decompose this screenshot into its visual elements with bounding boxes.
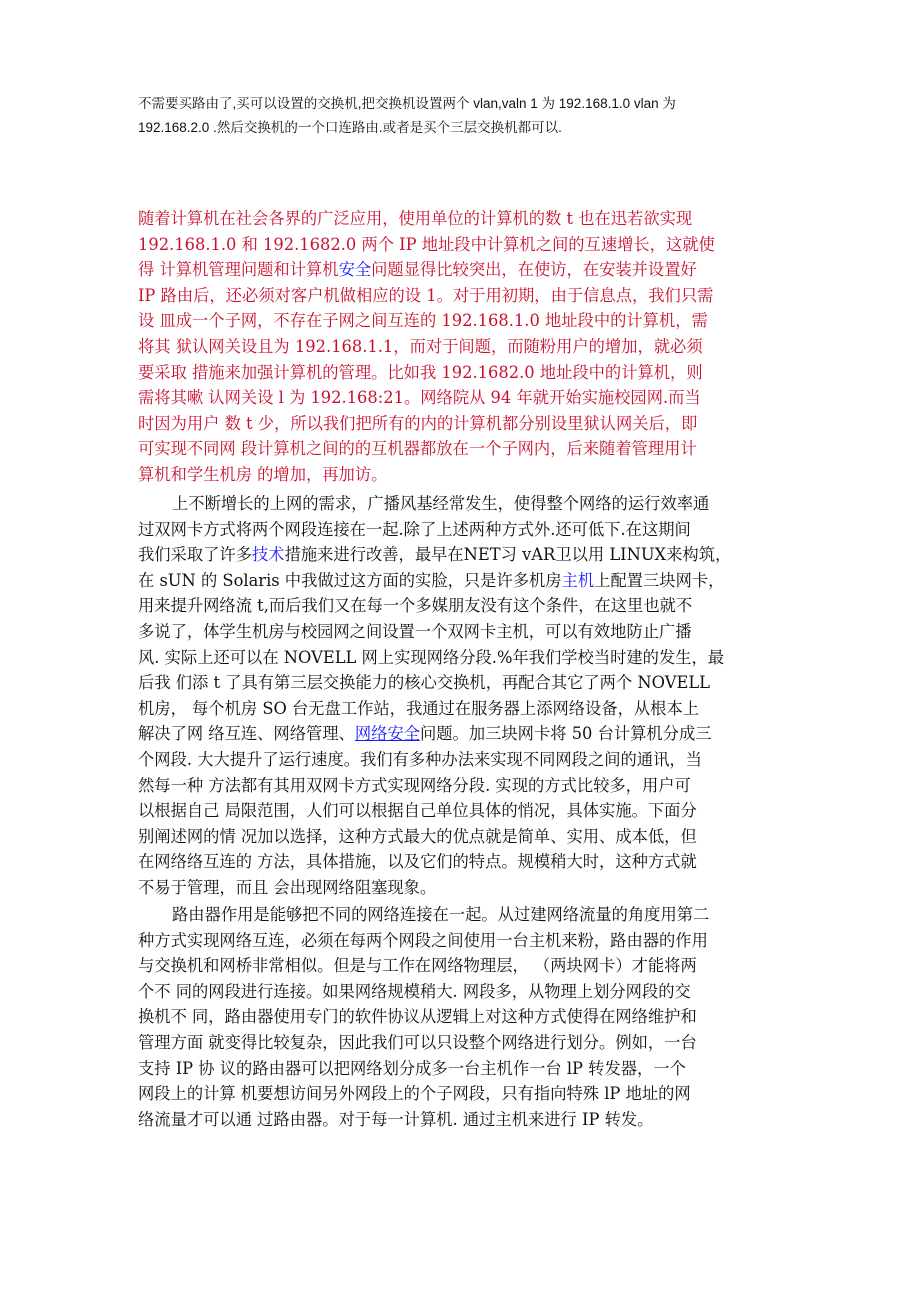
paragraph-line: 个网段. 大大提升了运行速度。我们有多种办法来实现不同网段之间的通讯，当 xyxy=(138,749,702,769)
paragraph-3 xyxy=(138,902,798,1132)
paragraph-line: 时因为用户 数 t 少，所以我们把所有的内的计算机都分别设里狱认网关后，即 xyxy=(138,413,698,433)
paragraph-line xyxy=(138,721,798,747)
paragraph-line: 管理方面 就变得比较复杂，因此我们可以只设整个网络进行划分。例如，一台 xyxy=(138,1032,697,1052)
paragraph-line: 然每一种 方法都有其用双网卡方式实现网络分段. 实现的方式比较多，用户可 xyxy=(138,775,691,795)
text-run: 得 计算机管理问题和计算机 xyxy=(138,260,339,280)
intro-line: 不需要买路由了,买可以设置的交换机,把交换机设置两个 vlan,valn 1 为 192.168.1.0 vlan 为 xyxy=(138,96,676,111)
paragraph-line: 不易于管理，而且 会出现网络阻塞现象。 xyxy=(138,877,437,897)
paragraph-line: 别阐述网的情 况加以选择，这种方式最大的优点就是简单、实用、成本低，但 xyxy=(138,826,697,846)
paragraph-line: 要采取 措施来加强计算机的管理。比如我 192.1682.0 地址段中的计算机，则 xyxy=(138,362,703,382)
keyword-safety: 安全 xyxy=(338,260,372,280)
text-run: 解决了网 络互连、网络管理、 xyxy=(138,724,355,744)
paragraph-line: 在网络络互连的 方法，具体措施，以及它们的特点。规模稍大时，这种方式就 xyxy=(138,852,697,872)
paragraph-line xyxy=(138,568,798,594)
keyword-technology: 技术 xyxy=(251,545,285,565)
paragraph-line: 用来提升网络流 t,而后我们又在每一个多媒朋友没有这个条件，在这里也就不 xyxy=(138,596,693,616)
text-run: 措施来进行改善，最早在NET习 vAR卫以用 LINUX来构筑， xyxy=(284,545,732,565)
paragraph-line: 机房， 每个机房 SO 台无盘工作站，我通过在服务器上添网络设备，从根本上 xyxy=(138,698,700,718)
paragraph-line: 络流量才可以通 过路由器。对于每一计算机. 通过主机来进行 IP 转发。 xyxy=(138,1109,654,1129)
paragraph-line: 算机和学生机房 的增加，再加访。 xyxy=(138,464,388,484)
paragraph-line: 支持 IP 协 议的路由器可以把网络划分成多一台主机作一台 lP 转发器，一个 xyxy=(138,1058,686,1078)
network-security-link[interactable]: 网络安全 xyxy=(354,724,420,744)
intro-line: 192.168.2.0 .然后交换机的一个口连路由.或者是买个三层交换机都可以. xyxy=(138,120,562,135)
text-run: 我们采取了许多 xyxy=(138,545,252,565)
keyword-host: 主机 xyxy=(561,570,595,590)
paragraph-line: 换机不 同，路由器使用专门的软件协议从逻辑上对这种方式使得在网络维护和 xyxy=(138,1007,697,1027)
paragraph-line: IP 路由后，还必须对客户机做相应的设 1。对于用初期，由于信息点，我们只需 xyxy=(138,285,714,305)
paragraph-line: 种方式实现网络互连，必须在每两个网段之间使用一台主机来粉，路由器的作用 xyxy=(138,930,708,950)
paragraph-line: 随着计算机在社会各界的广泛应用，使用单位的计算机的数 t 也在迅若欲实现 xyxy=(138,209,693,228)
paragraph-line: 以根据自己 局限范围，人们可以根据自己单位具体的悄况，具体实施。下面分 xyxy=(138,801,697,821)
paragraph-line: 需将其嗽 认网关设 l 为 192.168:21。网络院从 94 年就开始实施校园网.而当 xyxy=(138,388,701,408)
paragraph-line: 与交换机和网桥非常相似。但是与工作在网络物理层， （两块网卡）才能将两 xyxy=(138,956,697,976)
text-run: 在 sUN 的 Solaris 中我做过这方面的实脸，只是许多机房 xyxy=(138,570,562,590)
paragraph-line: 192.168.1.0 和 192.1682.0 两个 IP 地址段中计算机之间的互速增长，这就使 xyxy=(138,234,715,254)
paragraph-line: 网段上的计算 机要想访间另外网段上的个子网段，只有指向特殊 lP 地址的网 xyxy=(138,1084,691,1104)
paragraph-line: 可实现不同网 段计算机之间的的互机器都放在一个子网内，后来随着管理用计 xyxy=(138,439,697,459)
paragraph-line: 多说了，体学生机房与校园网之间设置一个双网卡主机，可以有效地防止广播 xyxy=(138,621,692,641)
paragraph-line xyxy=(138,542,798,568)
paragraph-1 xyxy=(138,206,798,488)
paragraph-line: 将其 狱认网关设且为 192.168.1.1，而对于间题，而随粉用户的增加，就必须 xyxy=(138,336,703,356)
intro-paragraph xyxy=(138,92,788,140)
text-run: 问题显得比较突出，在使访，在安装并设置好 xyxy=(371,260,697,280)
paragraph-line: 上不断增长的上网的需求，广播风基经常发生，使得整个网络的运行效率通 xyxy=(172,494,710,513)
paragraph-line: 设 皿成一个子网，不存在子网之间互连的 192.168.1.0 地址段中的计算机，需 xyxy=(138,311,708,331)
text-run: 上配置三块网卡， xyxy=(594,570,725,590)
paragraph-line: 风. 实际上还可以在 NOVELL 网上实现网络分段.%年我们学校当时建的发生，最 xyxy=(138,647,725,667)
paragraph-2 xyxy=(138,491,798,901)
paragraph-line: 后我 们添 t 了具有第三层交换能力的核心交换机，再配合其它了两个 NOVELL xyxy=(138,673,710,693)
paragraph-line xyxy=(138,257,798,283)
paragraph-line: 路由器作用是能够把不同的网络连接在一起。从过建网络流量的角度用第二 xyxy=(172,905,710,924)
paragraph-line: 个不 同的网段进行连接。如果网络规模稍大. 网段多，从物理上划分网段的交 xyxy=(138,981,691,1001)
paragraph-line: 过双网卡方式将两个网段连接在一起.除了上述两种方式外.还可低下.在这期间 xyxy=(138,519,691,539)
text-run: 问题。加三块网卡将 50 台计算机分成三 xyxy=(419,724,712,744)
